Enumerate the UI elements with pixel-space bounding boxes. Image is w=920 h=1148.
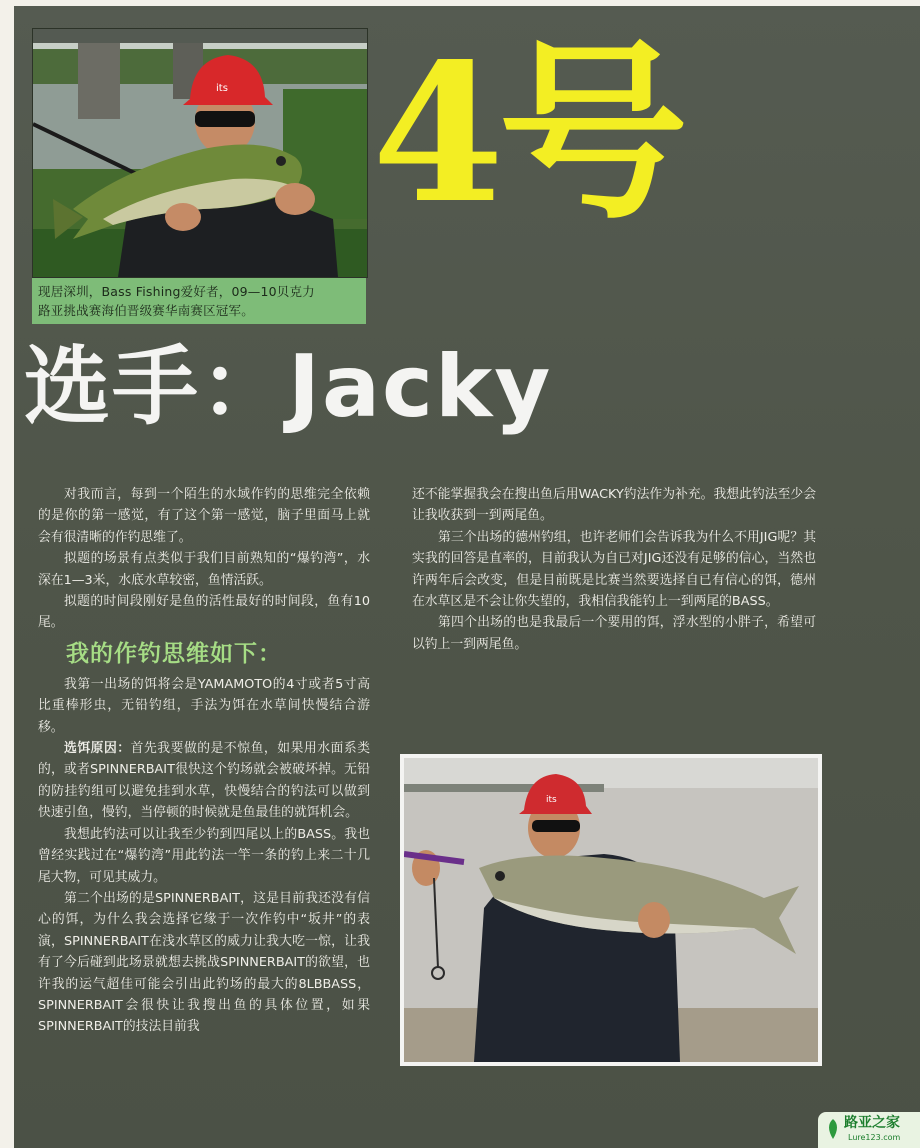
section-heading: 我的作钓思维如下：: [66, 639, 282, 667]
paragraph: 我想此钓法可以让我至少钓到四尾以上的BASS。我也曾经实践过在“爆钓湾”用此钓法一竿一条的钓上来二十几尾大物，可见其威力。: [38, 826, 370, 885]
site-watermark: [818, 1112, 920, 1148]
watermark-text: 路亚之家: [844, 1115, 900, 1131]
title-name: Jacky: [288, 337, 553, 437]
page-edge-left: [0, 0, 14, 1148]
paragraph: 第二个出场的是SPINNERBAIT，这是目前我还没有信心的饵，为什么我会选择它缘于一次作钓中“坂井”的表演，SPINNERBAIT在浅水草区的威力让我大吃一惊，让我有了今后碰到此场景就想去挑战SPINNERBAIT的欲望，也许我的运气超佳可能会引出此钓场的最大的8LBBASS，SPINNERBAIT会很快让我搜出鱼的具体位置，如果SPINNERBAIT的技法目前我: [38, 890, 370, 1035]
paragraph: 还不能掌握我会在搜出鱼后用WACKY钓法作为补充。我想此钓法至少会让我收获到一到两尾鱼。: [412, 487, 816, 524]
bait-reason-text: 首先我要做的是不惊鱼，如果用水面系类的，或者SPINNERBAIT很快这个钓场就会被破坏掉。无铅的防挂钓组可以避免挂到水草，快慢结合的钓法可以做到快速引鱼，慢钓，当停顿的时候就是鱼最佳的就饵机会。: [38, 741, 371, 821]
caption-line-2: 路亚挑战赛海伯晋级赛华南赛区冠军。: [38, 303, 254, 318]
photo-caption: [32, 278, 366, 324]
leaf-icon: [824, 1118, 842, 1140]
paragraph: 拟题的时间段刚好是鱼的活性最好的时间段，鱼有10尾。: [38, 594, 370, 631]
angler-photo-bass: [32, 28, 368, 278]
paragraph: 对我而言，每到一个陌生的水域作钓的思维完全依赖的是你的第一感觉，有了这个第一感觉，脑子里面马上就会有很清晰的作钓思维了。: [38, 487, 370, 545]
article-column-left: [38, 484, 370, 1038]
paragraph-bait-reason: [38, 738, 370, 824]
caption-line-1: 现居深圳，Bass Fishing爱好者，09—10贝克力: [38, 284, 315, 299]
cap-logo: its: [546, 795, 557, 805]
player-title: [24, 332, 552, 442]
paragraph: 第四个出场的也是我最后一个要用的饵，浮水型的小胖子，希望可以钓上一到两尾鱼。: [412, 615, 816, 652]
bait-reason-label: 选饵原因：: [64, 741, 131, 757]
angler-photo-fish: [400, 754, 822, 1066]
cap-logo: its: [216, 83, 228, 94]
title-label: 选手：: [24, 337, 288, 437]
paragraph: 拟题的场景有点类似于我们目前熟知的“爆钓湾”，水深在1—3米，水底水草较密，鱼情活跃。: [38, 551, 370, 588]
watermark-url: Lure123.com: [848, 1133, 901, 1142]
article-column-right: [412, 484, 816, 655]
page-edge-top: [0, 0, 920, 6]
player-number: 4号: [372, 22, 683, 245]
paragraph: 我第一出场的饵将会是YAMAMOTO的4寸或者5寸高比重棒形虫，无铅钓组，手法为饵在水草间快慢结合游移。: [38, 676, 370, 735]
paragraph: 第三个出场的德州钓组，也许老师们会告诉我为什么不用JIG呢？其实我的回答是直率的，目前我认为自已对JIG还没有足够的信心，当然也许两年后会改变，但是目前既是比赛当然要选择自已有信心的饵，德州在水草区是不会让你失望的，我相信我能钓上一到两尾的BASS。: [412, 529, 816, 610]
